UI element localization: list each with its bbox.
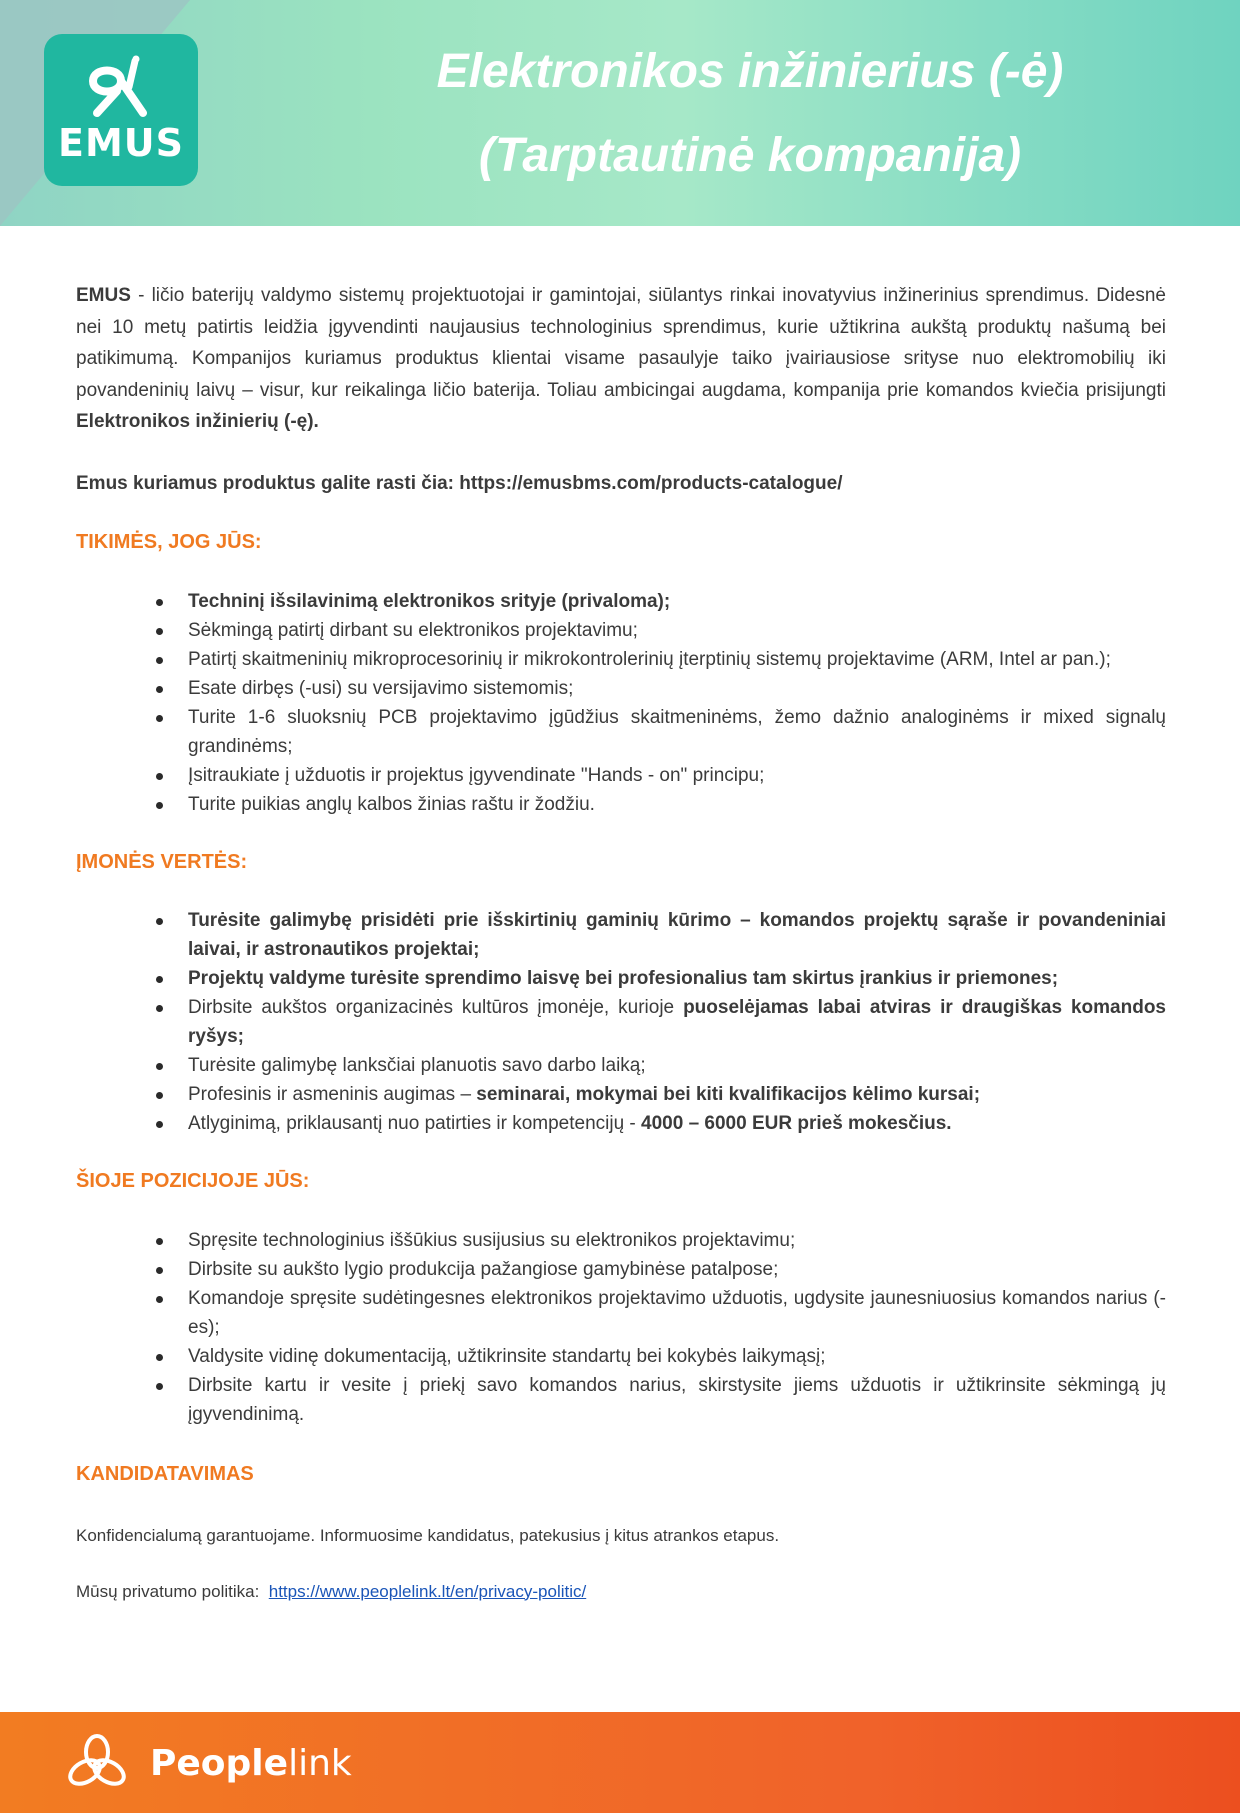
products-line: Emus kuriamus produktus galite rasti čia: https://emusbms.com/products-catalogue/	[76, 472, 843, 494]
list-item: Įsitraukiate į užduotis ir projektus įgyvendinate "Hands - on" principu;	[188, 761, 1166, 790]
privacy-policy-link[interactable]: https://www.peoplelink.lt/en/privacy-politic/	[268, 1581, 587, 1601]
privacy-label: Mūsų privatumo politika:	[76, 1581, 269, 1601]
position-list	[76, 1226, 1166, 1429]
list-item: Komandoje spręsite sudėtingesnes elektronikos projektavimo užduotis, ugdysite jaunesniuosius komandos narius (-es);	[188, 1284, 1166, 1342]
role-name: Elektronikos inžinierių (-ę).	[76, 411, 319, 432]
list-item: Turite 1-6 sluoksnių PCB projektavimo įgūdžius skaitmeninėms, žemo dažnio analoginėms ir mixed signalų grandinėms;	[188, 703, 1166, 761]
values-list	[76, 906, 1166, 1138]
header-banner	[0, 0, 1240, 226]
list-item: Spręsite technologinius iššūkius susijusius su elektronikos projektavimu;	[188, 1226, 1166, 1255]
intro-paragraph	[76, 280, 1166, 438]
confidentiality-note: Konfidencialumą garantuojame. Informuosime kandidatus, patekusius į kitus atrankos etapus.	[76, 1526, 780, 1545]
list-item: Atlyginimą, priklausantį nuo patirties ir kompetencijų - 4000 – 6000 EUR prieš mokesčius.	[188, 1109, 1166, 1138]
list-item: Turite puikias anglų kalbos žinias raštu ir žodžiu.	[188, 790, 1166, 819]
logo-text: EMUS	[58, 121, 184, 165]
job-description	[76, 280, 1166, 1607]
intro-text: - ličio baterijų valdymo sistemų projektuotojai ir gamintojai, siūlantys rinkai inovatyvius inžinerinius sprendimus. Didesnė nei 10 metų patirtis leidžia įgyvendinti naujausius technologinius sprendimus, kurie užtikrina aukštą produktų našumą bei patikimumą. Kompanijos kuriamus produktus klientai visame pasaulyje taiko įvairiausiose srityse nuo elektromobilių iki povandeninių laivų – visur, kur reikalinga ličio baterija. Toliau ambicingai augdama, kompanija prie komandos kviečia prisijungti	[76, 285, 1166, 401]
list-item: Dirbsite su aukšto lygio produkcija pažangiose gamybinėse patalpose;	[188, 1255, 1166, 1284]
list-item: Dirbsite kartu ir vesite į priekį savo komandos narius, skirstysite jiems užduotis ir užtikrinsite sėkmingą jų įgyvendinimą.	[188, 1371, 1166, 1429]
peoplelink-knot-icon	[66, 1732, 128, 1794]
peoplelink-logo	[66, 1732, 352, 1794]
list-item: Techninį išsilavinimą elektronikos srityje (privaloma);	[188, 587, 1166, 616]
company-name: EMUS	[76, 285, 131, 306]
expect-list	[76, 587, 1166, 819]
list-item: Turėsite galimybę lanksčiai planuotis savo darbo laiką;	[188, 1051, 1166, 1080]
list-item: Dirbsite aukštos organizacinės kultūros įmonėje, kurioje puoselėjamas labai atviras ir draugiškas komandos ryšys;	[188, 993, 1166, 1051]
section-heading-expect: TIKIMĖS, JOG JŪS:	[76, 531, 262, 553]
job-title	[330, 30, 1170, 198]
footer-brand-name: Peoplelink	[150, 1742, 352, 1784]
list-item: Profesinis ir asmeninis augimas – seminarai, mokymai bei kiti kvalifikacijos kėlimo kursai;	[188, 1080, 1166, 1109]
list-item: Patirtį skaitmeninių mikroprocesorinių ir mikrokontrolerinių įterptinių sistemų projektavime (ARM, Intel ar pan.);	[188, 645, 1166, 674]
list-item: Valdysite vidinę dokumentaciją, užtikrinsite standartų bei kokybės laikymąsį;	[188, 1342, 1166, 1371]
list-item: Esate dirbęs (-usi) su versijavimo sistemomis;	[188, 674, 1166, 703]
emus-logo	[44, 34, 198, 186]
section-heading-position: ŠIOJE POZICIJOJE JŪS:	[76, 1170, 310, 1192]
list-item: Sėkmingą patirtį dirbant su elektronikos projektavimu;	[188, 616, 1166, 645]
title-line-1: Elektronikos inžinierius (-ė)	[436, 45, 1064, 98]
list-item: Turėsite galimybę prisidėti prie išskirtinių gaminių kūrimo – komandos projektų sąraše ir povandeniniai laivai, ir astronautikos projektai;	[188, 906, 1166, 964]
privacy-line	[76, 1576, 1166, 1608]
section-heading-apply: KANDIDATAVIMAS	[76, 1462, 254, 1485]
list-item: Projektų valdyme turėsite sprendimo laisvę bei profesionalius tam skirtus įrankius ir priemones;	[188, 964, 1166, 993]
emus-figure-icon	[83, 55, 159, 119]
title-line-2: (Tarptautinė kompanija)	[478, 129, 1022, 182]
footer-banner	[0, 1712, 1240, 1813]
section-heading-values: ĮMONĖS VERTĖS:	[76, 850, 248, 873]
